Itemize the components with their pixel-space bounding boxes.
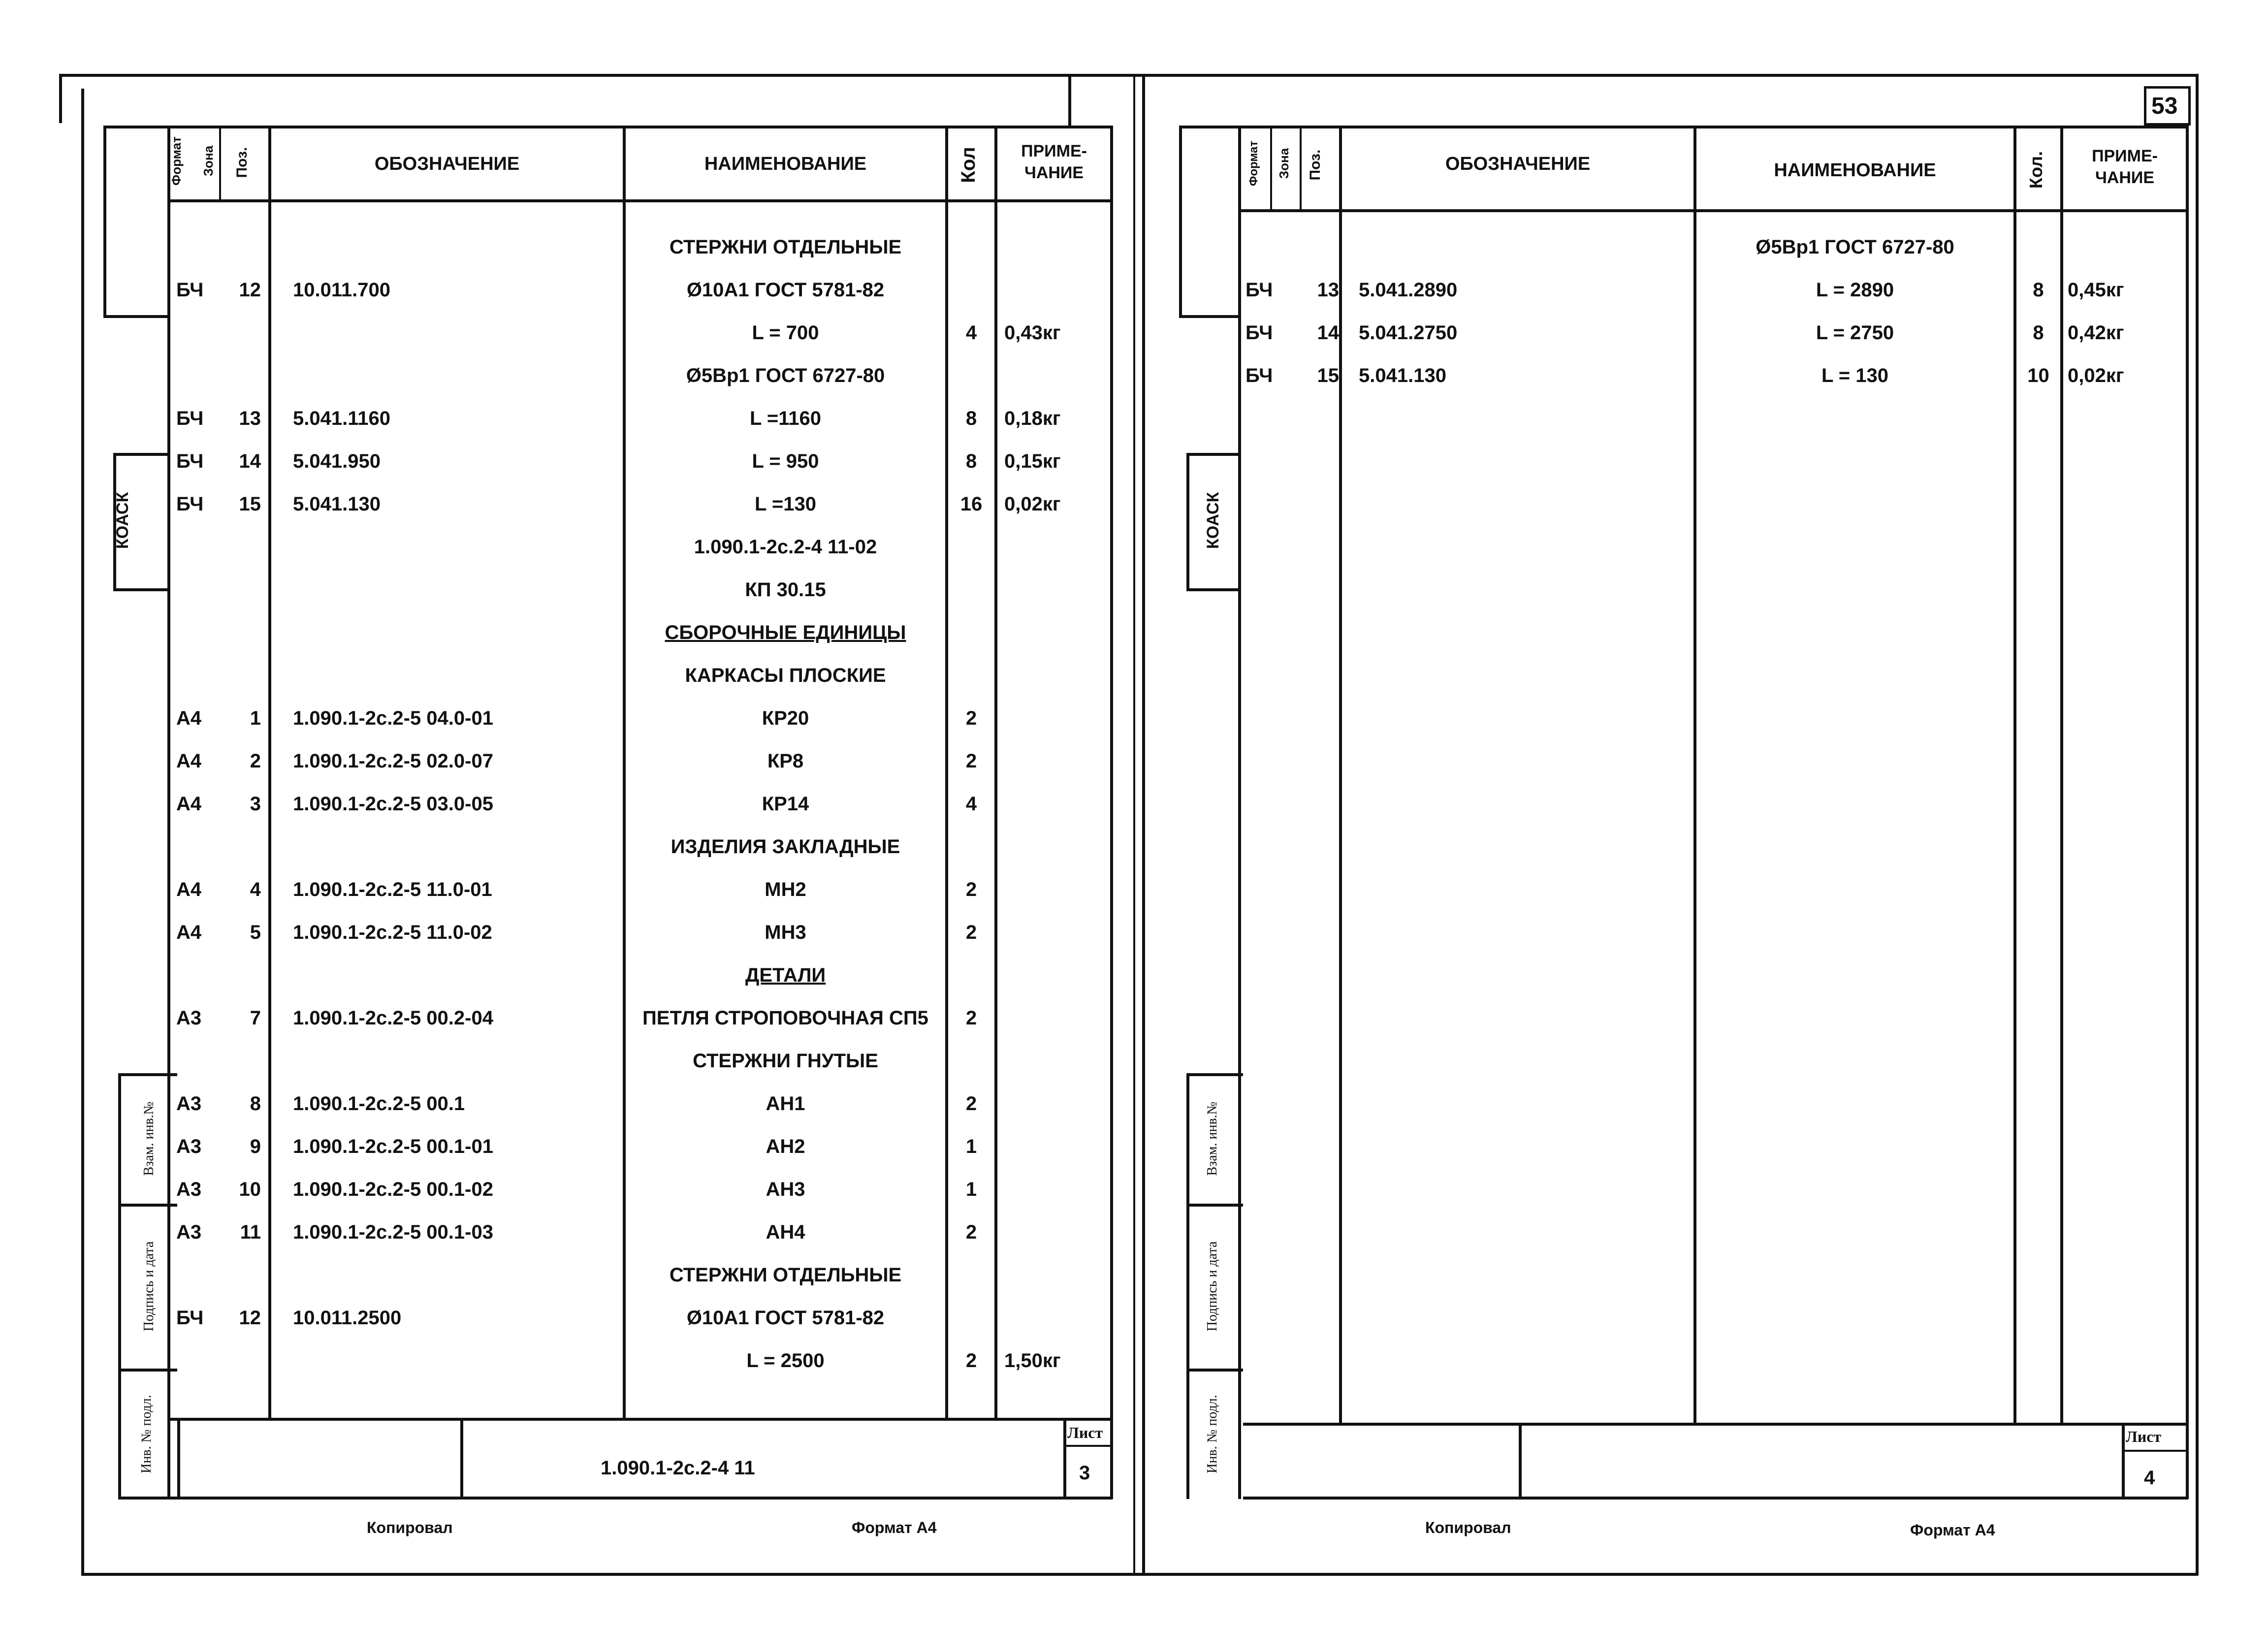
row-position: 7 xyxy=(250,1007,261,1029)
row-designation: 5.041.130 xyxy=(1359,365,1446,386)
row-position: 10 xyxy=(239,1179,261,1200)
row-position: 2 xyxy=(250,750,261,772)
row-name: МН2 xyxy=(765,879,806,900)
side-inv: Инв. № подл. xyxy=(139,1395,154,1473)
row-format: БЧ xyxy=(176,279,204,301)
row-quantity: 2 xyxy=(965,1093,977,1115)
row-name: L = 950 xyxy=(752,450,819,472)
row-quantity: 2 xyxy=(965,1221,977,1243)
row-name: АН1 xyxy=(766,1093,805,1115)
left-sheet-label: Лист xyxy=(1067,1424,1103,1441)
row-name: ДЕТАЛИ xyxy=(745,964,826,986)
row-name: КП 30.15 xyxy=(745,579,826,601)
row-note: 0,02кг xyxy=(2068,365,2124,386)
row-format: А4 xyxy=(176,707,202,729)
side-koask: КОАСК xyxy=(113,492,132,549)
right-copied: Копировал xyxy=(1425,1519,1511,1536)
row-quantity: 8 xyxy=(965,408,977,429)
right-side-koask: КОАСК xyxy=(1204,492,1222,549)
side-podpis: Подпись и дата xyxy=(141,1241,157,1332)
row-designation: 1.090.1-2с.2-5 02.0-07 xyxy=(293,750,493,772)
row-quantity: 2 xyxy=(965,707,977,729)
row-quantity: 2 xyxy=(965,1350,977,1372)
right-header-note: ПРИМЕ- ЧАНИЕ xyxy=(2092,147,2158,187)
row-format: А3 xyxy=(176,1093,202,1115)
right-header-designation: ОБОЗНАЧЕНИЕ xyxy=(1445,154,1591,174)
row-format: БЧ xyxy=(176,408,204,429)
header-qty: Кол xyxy=(958,147,979,183)
row-designation: 10.011.700 xyxy=(293,279,390,301)
row-designation: 1.090.1-2с.2-5 00.1-02 xyxy=(293,1179,493,1200)
row-name: Ø10А1 ГОСТ 5781-82 xyxy=(686,1307,885,1329)
row-format: А4 xyxy=(176,879,202,900)
right-header-pos: Поз. xyxy=(1307,149,1323,181)
row-name: Ø5Вр1 ГОСТ 6727-80 xyxy=(686,365,885,386)
right-sheet-number: 4 xyxy=(2144,1467,2155,1489)
row-name: L = 130 xyxy=(1821,365,1889,386)
row-quantity: 16 xyxy=(960,493,983,515)
right-sheet-label: Лист xyxy=(2126,1428,2162,1445)
header-designation: ОБОЗНАЧЕНИЕ xyxy=(374,154,520,174)
row-quantity: 4 xyxy=(965,793,977,815)
row-note: 0,15кг xyxy=(1004,450,1061,472)
row-name: Ø5Вр1 ГОСТ 6727-80 xyxy=(1756,236,1954,258)
right-side-podpis: Подпись и дата xyxy=(1205,1241,1220,1332)
row-designation: 10.011.2500 xyxy=(293,1307,402,1329)
left-copied: Копировал xyxy=(367,1519,453,1536)
row-position: 13 xyxy=(1317,279,1339,301)
row-name: СТЕРЖНИ ГНУТЫЕ xyxy=(693,1050,878,1072)
row-note: 0,02кг xyxy=(1004,493,1061,515)
row-position: 5 xyxy=(250,922,261,943)
row-format: А3 xyxy=(176,1007,202,1029)
row-name: L =130 xyxy=(755,493,816,515)
row-designation: 1.090.1-2с.2-5 11.0-01 xyxy=(293,879,492,900)
row-designation: 1.090.1-2с.2-5 00.1 xyxy=(293,1093,465,1115)
row-note: 0,42кг xyxy=(2068,322,2124,344)
row-format: А4 xyxy=(176,793,202,815)
row-position: 15 xyxy=(239,493,261,515)
row-name: Ø10А1 ГОСТ 5781-82 xyxy=(686,279,885,301)
row-quantity: 8 xyxy=(2033,322,2044,344)
row-name: L = 700 xyxy=(752,322,819,344)
row-quantity: 2 xyxy=(965,1007,977,1029)
row-quantity: 1 xyxy=(965,1179,977,1200)
row-name: L =1160 xyxy=(750,408,821,429)
page-number: 53 xyxy=(2151,93,2178,119)
row-designation: 1.090.1-2с.2-5 11.0-02 xyxy=(293,922,492,943)
right-header-name: НАИМЕНОВАНИЕ xyxy=(1774,160,1936,181)
row-format: А3 xyxy=(176,1136,202,1157)
row-name: ПЕТЛЯ СТРОПОВОЧНАЯ СП5 xyxy=(642,1007,928,1029)
row-note: 0,45кг xyxy=(2068,279,2124,301)
row-designation: 1.090.1-2с.2-5 04.0-01 xyxy=(293,707,493,729)
row-name: МН3 xyxy=(765,922,806,943)
row-name: L = 2750 xyxy=(1816,322,1894,344)
row-position: 9 xyxy=(250,1136,261,1157)
row-format: БЧ xyxy=(1246,365,1273,386)
row-name: СБОРОЧНЫЕ ЕДИНИЦЫ xyxy=(665,622,906,643)
right-header-format: Формат xyxy=(1247,140,1260,187)
row-note: 0,43кг xyxy=(1004,322,1061,344)
row-name: АН3 xyxy=(766,1179,805,1200)
row-designation: 5.041.950 xyxy=(293,450,381,472)
row-name: СТЕРЖНИ ОТДЕЛЬНЫЕ xyxy=(669,236,902,258)
right-format: Формат А4 xyxy=(1910,1521,1995,1539)
row-format: БЧ xyxy=(1246,279,1273,301)
row-designation: 1.090.1-2с.2-5 00.1-03 xyxy=(293,1221,493,1243)
row-name: КР14 xyxy=(762,793,809,815)
row-name: СТЕРЖНИ ОТДЕЛЬНЫЕ xyxy=(669,1264,902,1286)
page-number-box xyxy=(2144,86,2191,126)
row-position: 13 xyxy=(239,408,261,429)
row-position: 15 xyxy=(1317,365,1339,386)
header-format: Формат xyxy=(169,136,184,186)
row-position: 1 xyxy=(250,707,261,729)
row-format: А3 xyxy=(176,1221,202,1243)
row-quantity: 2 xyxy=(965,750,977,772)
row-position: 14 xyxy=(1317,322,1339,344)
right-header-zone: Зона xyxy=(1277,148,1291,179)
row-position: 14 xyxy=(239,450,261,472)
row-format: А3 xyxy=(176,1179,202,1200)
row-quantity: 2 xyxy=(965,879,977,900)
row-name: КР8 xyxy=(767,750,804,772)
row-quantity: 4 xyxy=(965,322,977,344)
row-format: БЧ xyxy=(1246,322,1273,344)
row-designation: 5.041.1160 xyxy=(293,408,390,429)
row-note: 0,18кг xyxy=(1004,408,1061,429)
row-quantity: 8 xyxy=(2033,279,2044,301)
row-name: АН2 xyxy=(766,1136,805,1157)
header-note: ПРИМЕ- ЧАНИЕ xyxy=(1021,142,1087,182)
row-designation: 1.090.1-2с.2-5 03.0-05 xyxy=(293,793,493,815)
row-position: 8 xyxy=(250,1093,261,1115)
left-doc-code: 1.090.1-2с.2-4 11 xyxy=(601,1457,755,1479)
row-name: ИЗДЕЛИЯ ЗАКЛАДНЫЕ xyxy=(671,836,900,858)
row-position: 4 xyxy=(250,879,261,900)
right-side-vzam: Взам. инв.№ xyxy=(1205,1101,1220,1176)
header-name: НАИМЕНОВАНИЕ xyxy=(704,154,867,174)
row-position: 12 xyxy=(239,279,261,301)
row-name: L = 2500 xyxy=(746,1350,825,1372)
row-designation: 5.041.2890 xyxy=(1359,279,1458,301)
left-format: Формат А4 xyxy=(852,1519,937,1536)
row-quantity: 2 xyxy=(965,922,977,943)
side-vzam: Взам. инв.№ xyxy=(141,1101,157,1176)
row-position: 3 xyxy=(250,793,261,815)
row-name: КАРКАСЫ ПЛОСКИЕ xyxy=(685,665,886,686)
row-designation: 5.041.130 xyxy=(293,493,381,515)
row-format: А4 xyxy=(176,922,202,943)
row-name: КР20 xyxy=(762,707,809,729)
right-header-qty: Кол. xyxy=(2026,151,2046,189)
row-format: БЧ xyxy=(176,450,204,472)
row-name: 1.090.1-2с.2-4 11-02 xyxy=(694,536,877,558)
row-name: L = 2890 xyxy=(1816,279,1894,301)
row-note: 1,50кг xyxy=(1004,1350,1061,1372)
right-side-inv: Инв. № подл. xyxy=(1205,1395,1220,1473)
row-quantity: 1 xyxy=(965,1136,977,1157)
row-position: 12 xyxy=(239,1307,261,1329)
row-format: БЧ xyxy=(176,493,204,515)
row-format: А4 xyxy=(176,750,202,772)
row-designation: 1.090.1-2с.2-5 00.2-04 xyxy=(293,1007,493,1029)
left-sheet-number: 3 xyxy=(1079,1462,1090,1484)
row-designation: 5.041.2750 xyxy=(1359,322,1458,344)
row-quantity: 8 xyxy=(965,450,977,472)
row-name: АН4 xyxy=(766,1221,805,1243)
row-quantity: 10 xyxy=(2027,365,2049,386)
header-zone: Зона xyxy=(201,145,216,177)
row-designation: 1.090.1-2с.2-5 00.1-01 xyxy=(293,1136,493,1157)
row-position: 11 xyxy=(240,1221,261,1243)
header-pos: Поз. xyxy=(234,147,250,178)
row-format: БЧ xyxy=(176,1307,204,1329)
